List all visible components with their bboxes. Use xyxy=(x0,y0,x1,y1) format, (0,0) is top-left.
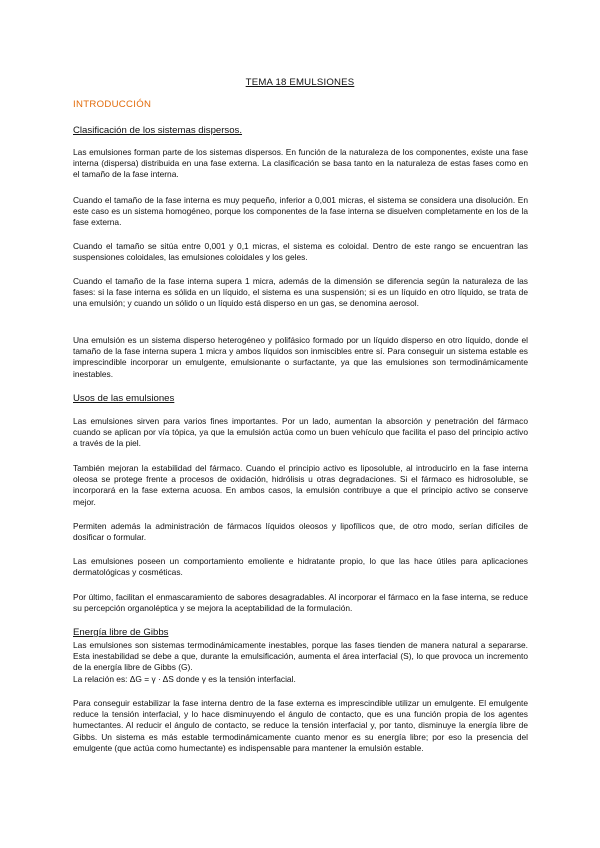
section-heading-introduccion: INTRODUCCIÓN xyxy=(73,99,152,110)
heading-clasificacion: Clasificación de los sistemas dispersos. xyxy=(73,125,243,136)
paragraph-1: Las emulsiones forman parte de los sistemas dispersos. En función de la naturaleza de los componentes, existe una fase interna (dispersa) distribuida en una fase externa. La clasificación se basa tanto en la naturaleza de estas fases como en el tamaño de la fase interna. xyxy=(73,147,528,180)
paragraph-10: Por último, facilitan el enmascaramiento de sabores desagradables. Al incorporar el fármaco en la fase interna, se reduce su percepción organoléptica y se mejora la aceptabilidad de la formulación. xyxy=(73,592,528,614)
paragraph-12: Para conseguir estabilizar la fase interna dentro de la fase externa es imprescindible utilizar un emulgente. El emulgente reduce la tensión interfacial, y lo hace disminuyendo el ángulo de contacto, que es una función propia de los agentes humectantes. Al reducir el ángulo de contacto, se reduce la tensión interfacial y, por tanto, disminuye la energía libre de Gibbs. Un sistema es más estable termodinámicamente cuanto menor es su energía libre; por eso la presencia del emulgente (que actúa como humectante) es indispensable para mantener la emulsión estable. xyxy=(73,698,528,753)
paragraph-11: Las emulsiones son sistemas termodinámicamente inestables, porque las fases tienden de manera natural a separarse. Esta inestabilidad se debe a que, durante la emulsificación, aumenta el área interfacial (S), lo que provoca un incremento de la energía libre de Gibbs (G). xyxy=(73,640,528,673)
paragraph-11-formula: La relación es: ΔG = γ · ΔS donde γ es la tensión interfacial. xyxy=(73,674,296,684)
paragraph-2: Cuando el tamaño de la fase interna es muy pequeño, inferior a 0,001 micras, el sistema se considera una disolución. En este caso es un sistema homogéneo, porque los componentes de la fase interna se disuelven completamente en los de la fase externa. xyxy=(73,195,528,228)
paragraph-4: Cuando el tamaño de la fase interna supera 1 micra, además de la dimensión se diferencia según la naturaleza de las fases: si la fase interna es sólida en un líquido, el sistema es una suspensión; si es un líquido en otro líquido, se trata de una emulsión; y cuando un sólido o un líquido está disperso en un gas, se denomina aerosol. xyxy=(73,276,528,309)
heading-gibbs: Energía libre de Gibbs xyxy=(73,627,169,638)
paragraph-3: Cuando el tamaño se sitúa entre 0,001 y 0,1 micras, el sistema es coloidal. Dentro de este rango se encuentran las suspensiones coloidales, las emulsiones coloidales y los geles. xyxy=(73,241,528,263)
paragraph-9: Las emulsiones poseen un comportamiento emoliente e hidratante propio, lo que las hace útiles para aplicaciones dermatológicas y cosméticas. xyxy=(73,556,528,578)
page-title: TEMA 18 EMULSIONES xyxy=(245,77,355,88)
paragraph-7: También mejoran la estabilidad del fármaco. Cuando el principio activo es liposoluble, al introducirlo en la fase interna oleosa se protege frente a procesos de oxidación, hidrólisis u otras degradaciones. Si el fármaco es hidrosoluble, se incorporará en la fase externa acuosa. En ambos casos, la emulsión contribuye a que el principio activo se conserve mejor. xyxy=(73,463,528,507)
heading-usos: Usos de las emulsiones xyxy=(73,393,175,404)
paragraph-8: Permiten además la administración de fármacos líquidos oleosos y lipofílicos que, de otro modo, serían difíciles de dosificar o formular. xyxy=(73,521,528,543)
paragraph-6: Las emulsiones sirven para varios fines importantes. Por un lado, aumentan la absorción y penetración del fármaco cuando se aplican por vía tópica, ya que la emulsión actúa como un buen vehículo que facilita el paso del principio activo a través de la piel. xyxy=(73,416,528,449)
paragraph-5: Una emulsión es un sistema disperso heterogéneo y polifásico formado por un líquido disperso en otro líquido, donde el tamaño de la fase interna supera 1 micra y ambos líquidos son inmiscibles entre sí. Para conseguir un sistema estable es imprescindible incorporar un emulgente, emulsionante o surfactante, ya que las emulsiones son termodinámicamente inestables. xyxy=(73,335,528,379)
